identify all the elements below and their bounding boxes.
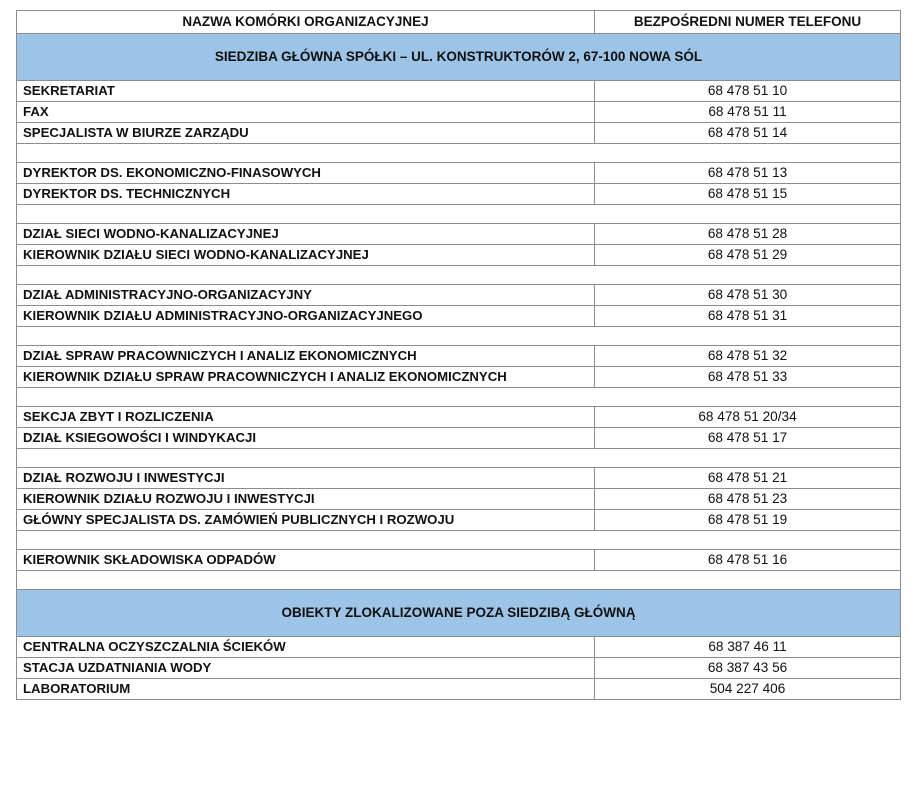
section-header-main-office [17,34,901,81]
unit-name: DYREKTOR DS. EKONOMICZNO-FINASOWYCH [17,163,595,184]
section-title-outside: OBIEKTY ZLOKALIZOWANE POZA SIEDZIBĄ GŁÓWNĄ [17,590,901,637]
table-row [17,123,901,144]
phone-directory-table [16,10,901,700]
table-row [17,679,901,700]
unit-name: SEKCJA ZBYT I ROZLICZENIA [17,407,595,428]
table-row [17,224,901,245]
spacer-row [17,571,901,590]
spacer-cell [17,571,901,590]
table-row [17,184,901,205]
phone-number: 68 478 51 15 [595,184,901,205]
unit-name: STACJA UZDATNIANIA WODY [17,658,595,679]
unit-name: DZIAŁ SIECI WODNO-KANALIZACYJNEJ [17,224,595,245]
unit-name: GŁÓWNY SPECJALISTA DS. ZAMÓWIEŃ PUBLICZNYCH I ROZWOJU [17,510,595,531]
unit-name: KIEROWNIK DZIAŁU ROZWOJU I INWESTYCJI [17,489,595,510]
table-row [17,367,901,388]
spacer-cell [17,266,901,285]
spacer-cell [17,531,901,550]
phone-number: 504 227 406 [595,679,901,700]
unit-name: KIEROWNIK DZIAŁU SIECI WODNO-KANALIZACYJNEJ [17,245,595,266]
phone-number: 68 478 51 10 [595,81,901,102]
unit-name: SEKRETARIAT [17,81,595,102]
spacer-cell [17,449,901,468]
phone-number: 68 478 51 31 [595,306,901,327]
phone-number: 68 478 51 29 [595,245,901,266]
phone-number: 68 478 51 28 [595,224,901,245]
phone-number: 68 478 51 11 [595,102,901,123]
table-row [17,285,901,306]
unit-name: DZIAŁ KSIEGOWOŚCI I WINDYKACJI [17,428,595,449]
unit-name: DZIAŁ ADMINISTRACYJNO-ORGANIZACYJNY [17,285,595,306]
unit-name: LABORATORIUM [17,679,595,700]
spacer-row [17,327,901,346]
phone-number: 68 478 51 23 [595,489,901,510]
table-row [17,468,901,489]
spacer-row [17,449,901,468]
spacer-cell [17,205,901,224]
spacer-row [17,266,901,285]
section-title-main-office: SIEDZIBA GŁÓWNA SPÓŁKI – UL. KONSTRUKTORÓW 2, 67-100 NOWA SÓL [17,34,901,81]
phone-number: 68 478 51 20/34 [595,407,901,428]
phone-number: 68 478 51 17 [595,428,901,449]
phone-number: 68 387 43 56 [595,658,901,679]
table-row [17,428,901,449]
table-row [17,81,901,102]
table-row [17,637,901,658]
phone-number: 68 478 51 32 [595,346,901,367]
unit-name: FAX [17,102,595,123]
table-row [17,245,901,266]
column-header-phone: BEZPOŚREDNI NUMER TELEFONU [595,11,901,34]
table-row [17,102,901,123]
spacer-cell [17,144,901,163]
column-header-name: NAZWA KOMÓRKI ORGANIZACYJNEJ [17,11,595,34]
section-header-outside [17,590,901,637]
table-row [17,163,901,184]
unit-name: DZIAŁ ROZWOJU I INWESTYCJI [17,468,595,489]
table-row [17,489,901,510]
spacer-cell [17,388,901,407]
table-row [17,550,901,571]
phone-number: 68 478 51 13 [595,163,901,184]
unit-name: KIEROWNIK DZIAŁU ADMINISTRACYJNO-ORGANIZACYJNEGO [17,306,595,327]
spacer-row [17,205,901,224]
phone-number: 68 478 51 21 [595,468,901,489]
phone-number: 68 478 51 33 [595,367,901,388]
phone-number: 68 478 51 19 [595,510,901,531]
unit-name: DZIAŁ SPRAW PRACOWNICZYCH I ANALIZ EKONOMICZNYCH [17,346,595,367]
spacer-row [17,531,901,550]
unit-name: KIEROWNIK DZIAŁU SPRAW PRACOWNICZYCH I ANALIZ EKONOMICZNYCH [17,367,595,388]
unit-name: SPECJALISTA W BIURZE ZARZĄDU [17,123,595,144]
spacer-row [17,144,901,163]
phone-number: 68 387 46 11 [595,637,901,658]
unit-name: DYREKTOR DS. TECHNICZNYCH [17,184,595,205]
phone-number: 68 478 51 30 [595,285,901,306]
table-row [17,407,901,428]
table-row [17,306,901,327]
table-row [17,510,901,531]
spacer-row [17,388,901,407]
phone-number: 68 478 51 14 [595,123,901,144]
table-header-row [17,11,901,34]
table-row [17,658,901,679]
unit-name: KIEROWNIK SKŁADOWISKA ODPADÓW [17,550,595,571]
unit-name: CENTRALNA OCZYSZCZALNIA ŚCIEKÓW [17,637,595,658]
spacer-cell [17,327,901,346]
phone-number: 68 478 51 16 [595,550,901,571]
table-row [17,346,901,367]
